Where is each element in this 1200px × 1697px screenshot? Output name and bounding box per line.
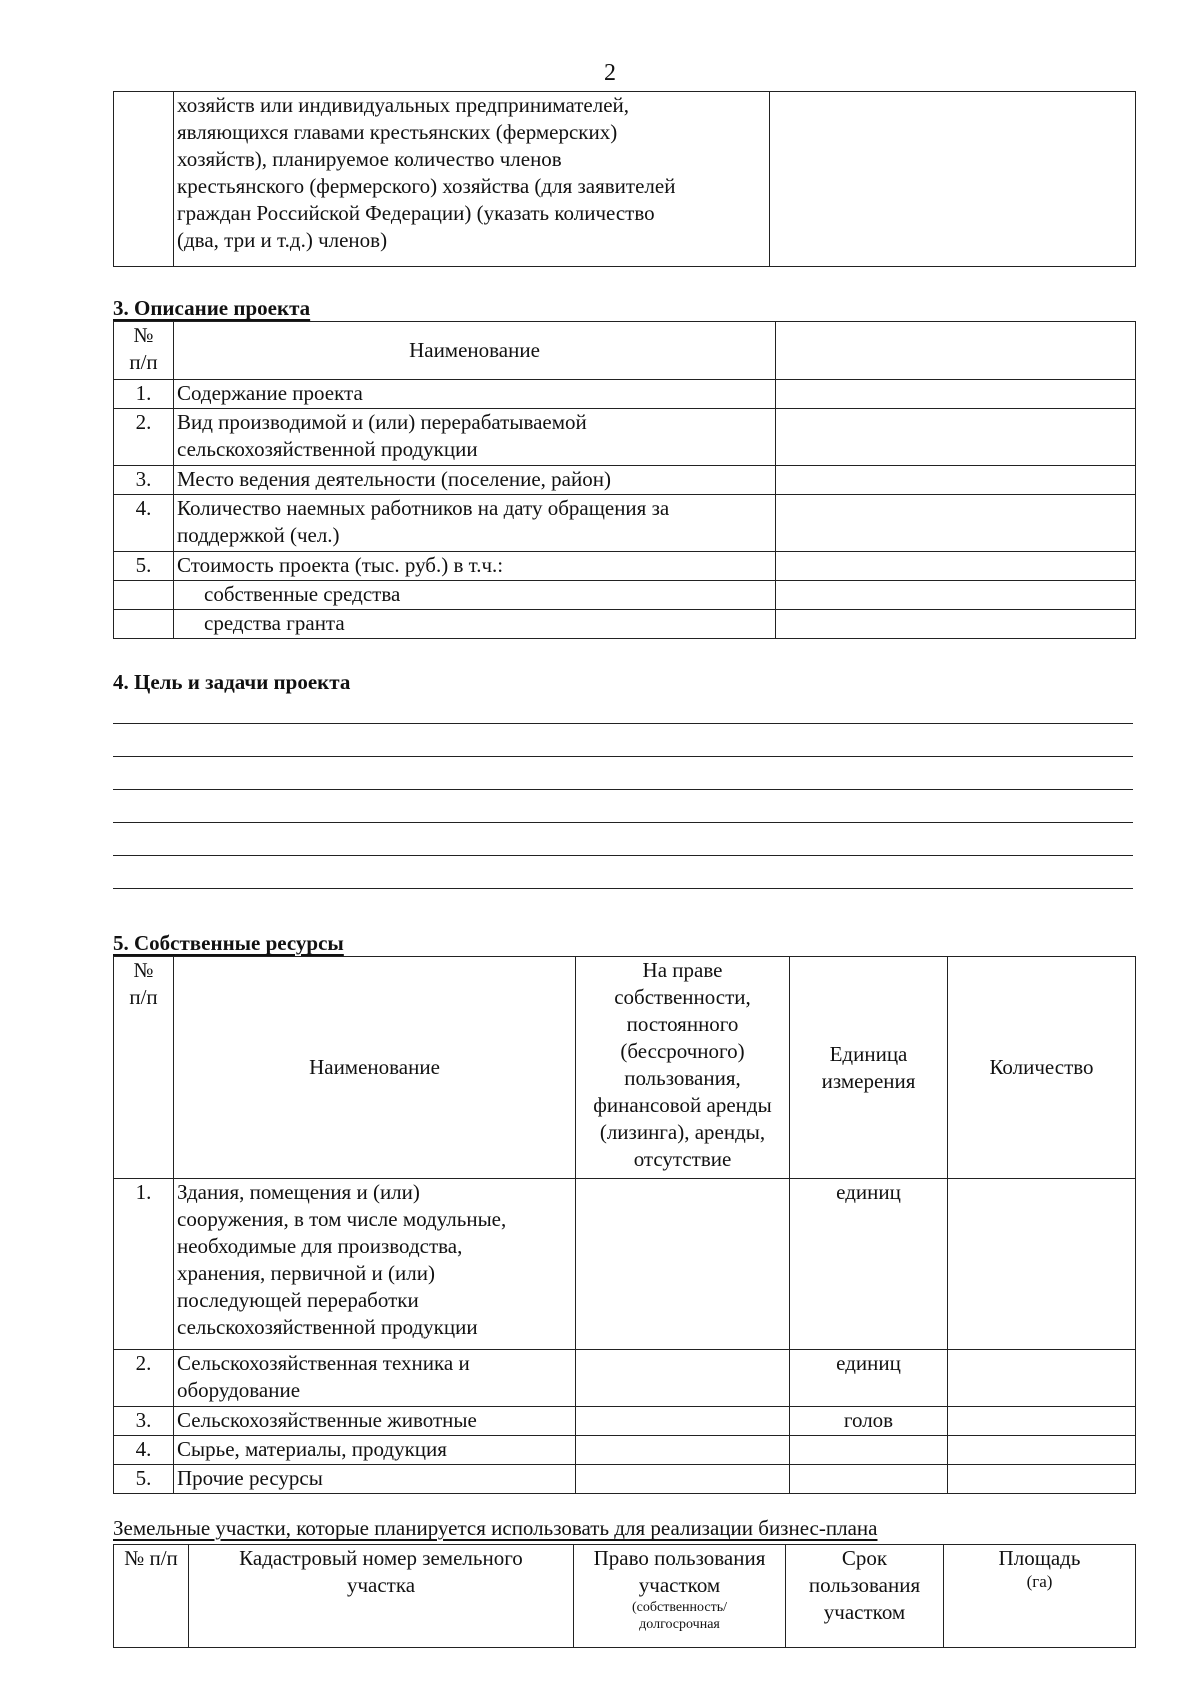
row-qty[interactable]: [948, 1350, 1136, 1407]
row-num: 5.: [114, 1465, 174, 1494]
section3-table: [113, 321, 1136, 639]
row-qty[interactable]: [948, 1407, 1136, 1436]
land-header-area: [944, 1545, 1136, 1648]
row-qty[interactable]: [948, 1179, 1136, 1350]
num-pp: п/п: [129, 350, 158, 374]
header-small-line: (собственность/: [631, 1600, 727, 1615]
row-name: Содержание проекта: [174, 380, 776, 409]
row-num: 1.: [114, 380, 174, 409]
header-line: участком: [823, 1600, 906, 1624]
row-name-line: необходимые для производства,: [177, 1234, 463, 1258]
continuation-table: [113, 91, 1136, 267]
header-line: собственности,: [614, 985, 751, 1009]
row-name-line: Сельскохозяйственная техника и: [177, 1351, 470, 1375]
row-num: 2.: [114, 409, 174, 466]
row-name-line: сельскохозяйственной продукции: [177, 1315, 478, 1339]
header-line: отсутствие: [633, 1147, 732, 1171]
row-name: [174, 495, 776, 552]
row-unit: [790, 1436, 948, 1465]
section5-header-num: [114, 957, 174, 1179]
row-name: [174, 1350, 576, 1407]
continuation-num-cell: [114, 92, 174, 267]
row-name: Прочие ресурсы: [174, 1465, 576, 1494]
row-unit: единиц: [790, 1179, 948, 1350]
row-num: [114, 610, 174, 639]
row-name: средства гранта: [174, 610, 776, 639]
header-small-line: долгосрочная: [639, 1617, 720, 1632]
blank-line[interactable]: [113, 822, 1133, 823]
section5-title: 5. Собственные ресурсы: [113, 931, 344, 955]
row-right[interactable]: [576, 1407, 790, 1436]
row-name-line: хранения, первичной и (или): [177, 1261, 435, 1285]
row-right[interactable]: [576, 1350, 790, 1407]
land-header-term: [786, 1545, 944, 1648]
blank-line[interactable]: [113, 789, 1133, 790]
land-table: [113, 1544, 1136, 1648]
land-header-right: [574, 1545, 786, 1648]
row-value[interactable]: [776, 466, 1136, 495]
row-name: собственные средства: [174, 581, 776, 610]
row-num: 3.: [114, 466, 174, 495]
continuation-text-cell: [174, 92, 770, 267]
row-name: Сельскохозяйственные животные: [174, 1407, 576, 1436]
blank-line[interactable]: [113, 723, 1133, 724]
row-name: Место ведения деятельности (поселение, район): [174, 466, 776, 495]
header-small-line: (га): [1026, 1572, 1053, 1591]
header-line: постоянного: [626, 1012, 739, 1036]
header-line: (лизинга), аренды,: [599, 1120, 766, 1144]
section5-header-unit: [790, 957, 948, 1179]
row-value[interactable]: [776, 552, 1136, 581]
row-qty[interactable]: [948, 1436, 1136, 1465]
row-num: 1.: [114, 1179, 174, 1350]
num-sign: №: [133, 958, 154, 982]
header-line: На праве: [642, 958, 723, 982]
row-name-line: Здания, помещения и (или): [177, 1180, 420, 1204]
row-unit: единиц: [790, 1350, 948, 1407]
continuation-line: хозяйств или индивидуальных предпринимателей,: [177, 93, 630, 117]
row-value[interactable]: [776, 610, 1136, 639]
continuation-line: хозяйств), планируемое количество членов: [177, 147, 562, 171]
blank-line[interactable]: [113, 855, 1133, 856]
row-num: 4.: [114, 495, 174, 552]
continuation-line: (два, три и т.д.) членов): [177, 228, 388, 252]
row-value[interactable]: [776, 495, 1136, 552]
row-name: [174, 409, 776, 466]
row-unit: голов: [790, 1407, 948, 1436]
row-num: [114, 581, 174, 610]
continuation-line: крестьянского (фермерского) хозяйства (для заявителей: [177, 174, 676, 198]
header-line: (бессрочного): [620, 1039, 745, 1063]
blank-line[interactable]: [113, 756, 1133, 757]
continuation-line: являющихся главами крестьянских (фермерских): [177, 120, 618, 144]
row-name: Стоимость проекта (тыс. руб.) в т.ч.:: [174, 552, 776, 581]
header-line: пользования,: [624, 1066, 741, 1090]
continuation-line: граждан Российской Федерации) (указать количество: [177, 201, 655, 225]
row-right[interactable]: [576, 1436, 790, 1465]
header-line: финансовой аренды: [593, 1093, 772, 1117]
section5-header-right: [576, 957, 790, 1179]
land-header-num: № п/п: [114, 1545, 189, 1648]
row-num: 2.: [114, 1350, 174, 1407]
row-name-line: сооружения, в том числе модульные,: [177, 1207, 507, 1231]
header-line: участка: [346, 1573, 416, 1597]
continuation-value-cell: [770, 92, 1136, 267]
land-caption: Земельные участки, которые планируется использовать для реализации бизнес-плана: [113, 1516, 878, 1540]
row-name-line: оборудование: [177, 1378, 301, 1402]
section3-header-value: [776, 322, 1136, 380]
row-name-line: последующей переработки: [177, 1288, 419, 1312]
section3-header-num: [114, 322, 174, 380]
row-qty[interactable]: [948, 1465, 1136, 1494]
num-pp: п/п: [129, 985, 158, 1009]
header-line: пользования: [808, 1573, 921, 1597]
header-line: Площадь: [998, 1546, 1081, 1570]
section5-header-name: Наименование: [174, 957, 576, 1179]
row-unit: [790, 1465, 948, 1494]
section5-header-qty: Количество: [948, 957, 1136, 1179]
row-name: [174, 1179, 576, 1350]
section5-table: [113, 956, 1136, 1494]
blank-line[interactable]: [113, 888, 1133, 889]
row-name-line: Количество наемных работников на дату обращения за: [177, 496, 670, 520]
section4-title: 4. Цель и задачи проекта: [113, 670, 351, 694]
row-right[interactable]: [576, 1465, 790, 1494]
row-value[interactable]: [776, 581, 1136, 610]
header-line: Единица: [829, 1041, 908, 1066]
row-name: Сырье, материалы, продукция: [174, 1436, 576, 1465]
row-value[interactable]: [776, 409, 1136, 466]
num-sign: №: [133, 323, 154, 347]
row-num: 5.: [114, 552, 174, 581]
section3-title: 3. Описание проекта: [113, 296, 311, 320]
row-value[interactable]: [776, 380, 1136, 409]
row-name-line: сельскохозяйственной продукции: [177, 437, 478, 461]
row-right[interactable]: [576, 1179, 790, 1350]
row-name-line: Вид производимой и (или) перерабатываемой: [177, 410, 587, 434]
page-number: 2: [604, 60, 616, 86]
header-line: Срок: [841, 1546, 888, 1570]
header-line: измерения: [821, 1068, 916, 1093]
row-name-line: поддержкой (чел.): [177, 523, 340, 547]
land-header-cadastral: [189, 1545, 574, 1648]
header-line: участком: [638, 1573, 721, 1597]
header-line: Кадастровый номер земельного: [239, 1546, 523, 1570]
header-line: Право пользования: [593, 1546, 766, 1570]
row-num: 3.: [114, 1407, 174, 1436]
section3-header-name: Наименование: [174, 322, 776, 380]
row-num: 4.: [114, 1436, 174, 1465]
